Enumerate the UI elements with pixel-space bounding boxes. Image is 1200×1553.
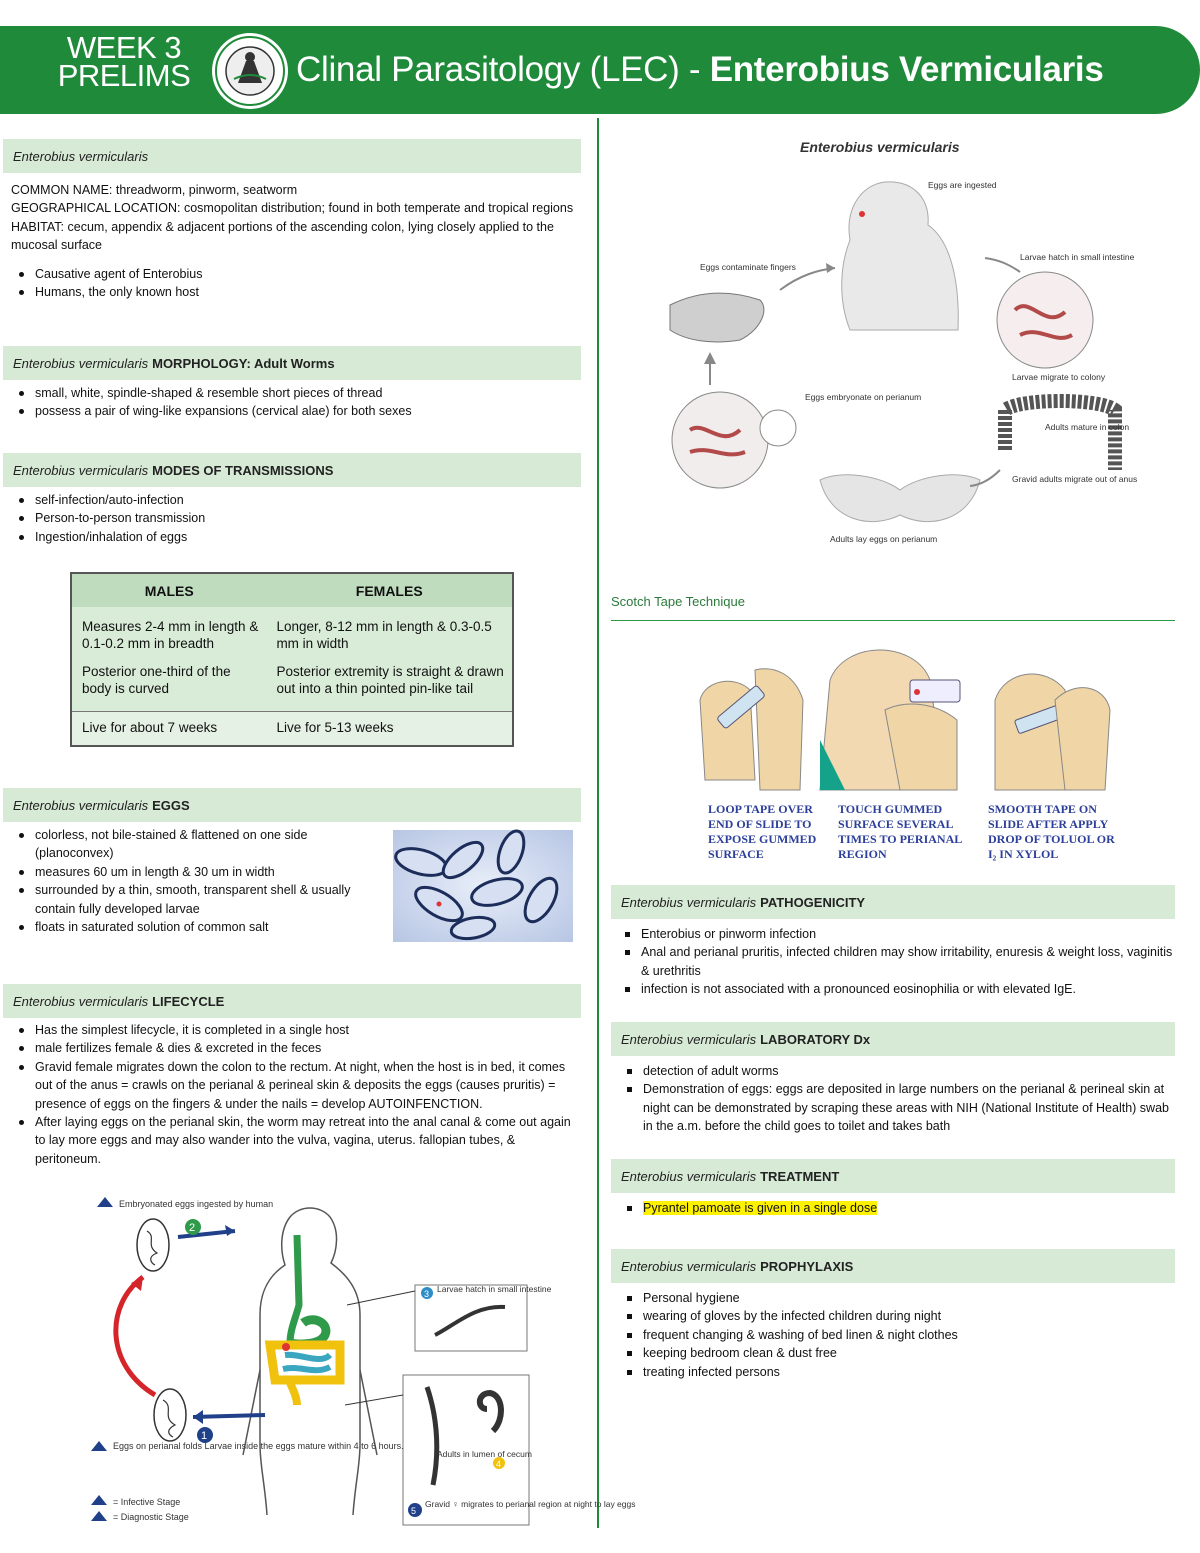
heading-italic: Enterobius vermicularis	[621, 1258, 757, 1274]
list-item: infection is not associated with a pronounced eosinophilia or with elevated IgE.	[617, 980, 1177, 998]
heading-bold: LABORATORY Dx	[760, 1031, 871, 1047]
section-heading-lab	[611, 1022, 1175, 1056]
week-label	[44, 30, 204, 93]
transmission-block	[11, 491, 581, 546]
habitat: HABITAT: cecum, appendix & adjacent portions of the ascending colon, lying closely applied to the mucosal surface	[11, 219, 554, 253]
pathogenicity-block	[617, 925, 1177, 999]
treatment-block	[619, 1199, 1175, 1217]
gravid-label: Gravid ♀ migrates to perianal region at night to lay eggs	[425, 1499, 636, 1509]
list-item: wearing of gloves by the infected children during night	[619, 1307, 1175, 1325]
heading-bold: MODES OF TRANSMISSIONS	[152, 462, 334, 478]
list-item: self-infection/auto-infection	[11, 491, 581, 509]
eggs-embryonate-label: Eggs embryonate on perianum	[805, 392, 922, 402]
eggs-contaminate-label: Eggs contaminate fingers	[700, 262, 796, 272]
table-cell: Live for about 7 weeks	[71, 712, 266, 746]
lifecycle-block	[11, 1021, 571, 1168]
lab-bullets	[619, 1062, 1175, 1136]
step-number: 5	[411, 1506, 417, 1516]
heading-italic: Enterobius vermicularis	[13, 797, 149, 813]
prophylaxis-bullets	[619, 1289, 1175, 1381]
heading-italic: Enterobius vermicularis	[13, 462, 149, 478]
scotch-step-1-image	[700, 669, 803, 790]
heading-italic: Enterobius vermicularis	[621, 1031, 757, 1047]
intro-bullets	[11, 265, 581, 302]
adults-lay-label: Adults lay eggs on perianum	[830, 534, 938, 544]
list-item: treating infected persons	[619, 1363, 1175, 1381]
title-bold: Enterobius Vermicularis	[709, 50, 1104, 89]
list-item: Enterobius or pinworm infection	[617, 925, 1177, 943]
list-item: floats in saturated solution of common salt	[11, 918, 381, 936]
list-item: possess a pair of wing-like expansions (cervical alae) for both sexes	[11, 402, 581, 420]
section-heading-eggs	[3, 788, 581, 822]
scotch-caption-2: TOUCH GUMMED SURFACE SEVERAL TIMES TO PERIANAL REGION	[838, 802, 962, 861]
lifecycle-bullets	[11, 1021, 571, 1168]
larvae-migrate-label: Larvae migrate to colony	[1012, 372, 1106, 382]
list-item: frequent changing & washing of bed linen & night clothes	[619, 1326, 1175, 1344]
step-number: 2	[189, 1222, 196, 1234]
heading-bold: LIFECYCLE	[152, 993, 225, 1009]
heading-italic: Enterobius vermicularis	[13, 148, 149, 164]
legend-diagnostic: = Diagnostic Stage	[113, 1512, 189, 1522]
legend-infective: = Infective Stage	[113, 1497, 181, 1507]
intro-block	[11, 181, 581, 301]
step-number: 3	[424, 1289, 430, 1299]
section-heading-transmission	[3, 453, 581, 487]
section-heading-morphology	[3, 346, 581, 380]
highlighted-text: Pyrantel pamoate is given in a single dose	[643, 1201, 878, 1215]
table-cell: Measures 2-4 mm in length & 0.1-0.2 mm in breadth	[71, 607, 266, 658]
cycle-title: Enterobius vermicularis	[800, 139, 960, 155]
list-item: Has the simplest lifecycle, it is completed in a single host	[11, 1021, 571, 1039]
list-item: Ingestion/inhalation of eggs	[11, 528, 581, 546]
prelims-line: PRELIMS	[57, 58, 191, 93]
table-cell: Live for 5-13 weeks	[266, 712, 513, 746]
scotch-caption-1: LOOP TAPE OVER END OF SLIDE TO EXPOSE GUMMED SURFACE	[708, 802, 817, 861]
list-item: After laying eggs on the perianal skin, the worm may retreat into the anal canal & come out again to lay more eggs and may also wander into the vulva, vagina, uterus. fallopian tubes, & peritoneum.	[11, 1113, 571, 1168]
scotch-divider	[611, 620, 1175, 621]
morphology-block	[11, 384, 581, 421]
list-item	[619, 1199, 1175, 1217]
title-regular: Clinal Parasitology (LEC) -	[296, 50, 710, 89]
embryonated-label: Embryonated eggs ingested by human	[119, 1199, 274, 1209]
list-item: Demonstration of eggs: eggs are deposited in large numbers on the perianal & perineal skin at night can be demonstrated by scraping these areas with NIH (National Institute of Health) swab in the a.m. before the child goes to toilet and takes bath	[619, 1080, 1175, 1135]
step-number: 4	[496, 1459, 502, 1469]
week-line: WEEK 3	[66, 30, 182, 65]
column-header-females: FEMALES	[266, 573, 513, 607]
table-row	[71, 607, 513, 658]
section-heading-lifecycle	[3, 984, 581, 1018]
table-row	[71, 712, 513, 746]
section-heading-intro	[3, 139, 581, 173]
table-header-row	[71, 573, 513, 607]
list-item: colorless, not bile-stained & flattened on one side (planoconvex)	[11, 826, 381, 863]
prophylaxis-block	[619, 1289, 1175, 1381]
list-item: Humans, the only known host	[11, 283, 581, 301]
common-name: COMMON NAME: threadworm, pinworm, seatworm	[11, 183, 298, 197]
column-divider	[597, 118, 599, 1528]
list-item: Personal hygiene	[619, 1289, 1175, 1307]
list-item: keeping bedroom clean & dust free	[619, 1344, 1175, 1362]
pinworm-cycle-diagram	[660, 130, 1160, 550]
heading-italic: Enterobius vermicularis	[621, 1168, 757, 1184]
heading-italic: Enterobius vermicularis	[13, 993, 149, 1009]
list-item: small, white, spindle-shaped & resemble short pieces of thread	[11, 384, 581, 402]
heading-bold: MORPHOLOGY: Adult Worms	[152, 355, 335, 371]
page-title	[296, 48, 1104, 92]
list-item: Anal and perianal pruritis, infected children may show irritability, enuresis & weight loss, vaginitis & urethritis	[617, 943, 1177, 980]
eggs-block	[11, 826, 381, 936]
university-seal-icon	[210, 31, 290, 111]
morphology-bullets	[11, 384, 581, 421]
geographical-location: GEOGRAPHICAL LOCATION: cosmopolitan distribution; found in both temperate and tropical regions	[11, 201, 574, 216]
pathogenicity-bullets	[617, 925, 1177, 999]
list-item: detection of adult worms	[619, 1062, 1175, 1080]
larvae-hatch-label: Larvae hatch in small intestine	[437, 1284, 552, 1294]
male-female-table	[70, 572, 514, 747]
scotch-step-3-image	[995, 674, 1110, 790]
gravid-migrate-label: Gravid adults migrate out of anus	[1012, 474, 1138, 484]
section-heading-prophylaxis	[611, 1249, 1175, 1283]
adults-cecum-label: Adults in lumen of cecum	[437, 1449, 532, 1459]
table-row	[71, 658, 513, 712]
list-item: Gravid female migrates down the colon to the rectum. At night, when the host is in bed, it comes out of the anus = crawls on the perianal & perineal skin & deposits the eggs (causes pruritis) = presence of eggs on the fingers & under the nails = develop AUTOINFENCTION.	[11, 1058, 571, 1113]
heading-italic: Enterobius vermicularis	[13, 355, 149, 371]
header-banner	[0, 26, 1200, 114]
scotch-tape-illustrations	[695, 640, 1115, 800]
heading-bold: TREATMENT	[760, 1168, 840, 1184]
larvae-hatch-label: Larvae hatch in small intestine	[1020, 252, 1135, 262]
adults-mature-label: Adults mature in colon	[1045, 422, 1130, 432]
heading-bold: PROPHYLAXIS	[760, 1258, 854, 1274]
eggs-micrograph-image	[393, 830, 573, 942]
eggs-perianal-label: Eggs on perianal folds Larvae inside the eggs mature within 4 to 6 hours.	[113, 1441, 404, 1451]
scotch-step-2-image	[820, 650, 960, 790]
scotch-tape-title: Scotch Tape Technique	[611, 594, 745, 609]
table-cell: Posterior one-third of the body is curved	[71, 658, 266, 712]
list-item: measures 60 um in length & 30 um in width	[11, 863, 381, 881]
list-item: surrounded by a thin, smooth, transparent shell & usually contain fully developed larvae	[11, 881, 381, 918]
scotch-caption-3: SMOOTH TAPE ON SLIDE AFTER APPLY DROP OF TOLUOL OR I₂ IN XYLOL	[988, 802, 1115, 861]
step-number: 1	[201, 1430, 208, 1442]
list-item: male fertilizes female & dies & excreted in the feces	[11, 1039, 571, 1057]
heading-bold: PATHOGENICITY	[760, 894, 866, 910]
transmission-bullets	[11, 491, 581, 546]
table-cell: Posterior extremity is straight & drawn out into a thin pointed pin-like tail	[266, 658, 513, 712]
section-heading-treatment	[611, 1159, 1175, 1193]
column-header-males: MALES	[71, 573, 266, 607]
table-cell: Longer, 8-12 mm in length & 0.3-0.5 mm in width	[266, 607, 513, 658]
heading-italic: Enterobius vermicularis	[621, 894, 757, 910]
heading-bold: EGGS	[152, 797, 190, 813]
section-heading-pathogenicity	[611, 885, 1175, 919]
eggs-ingested-label: Eggs are ingested	[928, 180, 997, 190]
lab-block	[619, 1062, 1175, 1136]
lifecycle-diagram	[85, 1195, 636, 1530]
treatment-bullets	[619, 1199, 1175, 1217]
list-item: Causative agent of Enterobius	[11, 265, 581, 283]
list-item: Person-to-person transmission	[11, 509, 581, 527]
eggs-bullets	[11, 826, 381, 936]
